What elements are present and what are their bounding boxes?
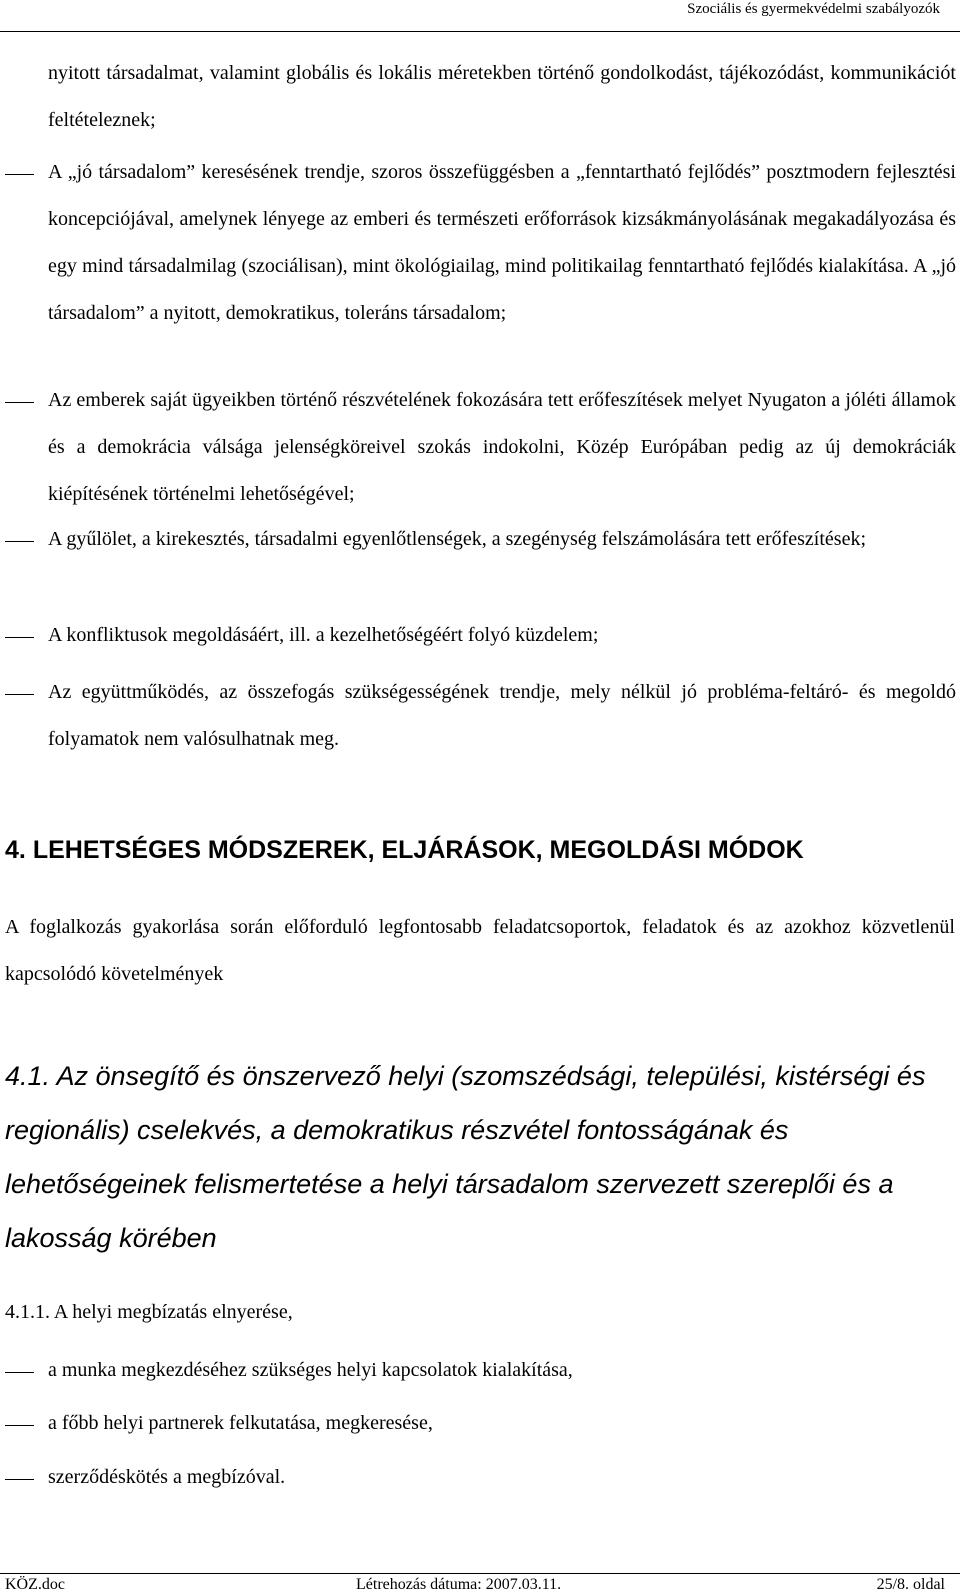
- footer-filename: KÖZ.doc: [5, 1576, 65, 1593]
- subsubsection-heading: [5, 1289, 955, 1336]
- list-item-text: Az emberek saját ügyeikben történő részvételének fokozására tett erőfeszítések melyet Nyugaton a jóléti államok és a demokrácia válsága jelenségköreivel szokás indokolni, Közép Európában pedig az új demokráciák kiépítésének történelmi lehetőségével;: [48, 389, 956, 505]
- dash-bullet: [5, 174, 34, 175]
- footer-created-date: Létrehozás dátuma: 2007.03.11.: [356, 1576, 562, 1593]
- dash-bullet: [5, 541, 34, 542]
- list-item: [48, 1347, 956, 1394]
- section-number: 4.: [5, 836, 26, 864]
- subsection-heading: 4.1. Az önsegítő és önszervező helyi (szomszédsági, települési, kistérségi és regionális) cselekvés, a demokratikus részvétel fontosságának és lehetőségeinek felismertetése a helyi társadalom szervezett szereplői és a lakosság körében: [5, 1061, 926, 1253]
- dash-bullet: [5, 402, 34, 403]
- list-item-text: A „jó társadalom” keresésének trendje, szoros összefüggésben a „fenntartható fejlődés” posztmodern fejlesztési koncepciójával, amelynek lényege az emberi és természeti erőforrások kizsákmányolásának megakadályozása és egy mind társadalmilag (szociálisan), mint ökológiailag, mind politikailag fenntartható fejlődés kialakítása. A „jó társadalom” a nyitott, demokratikus, toleráns társadalom;: [48, 161, 956, 324]
- list-item: [48, 149, 956, 337]
- list-item-text: A gyűlölet, a kirekesztés, társadalmi egyenlőtlenségek, a szegénység felszámolására tett erőfeszítések;: [48, 528, 867, 550]
- page-header: [0, 0, 960, 32]
- intro-text: A foglalkozás gyakorlása során előforduló legfontosabb feladatcsoportok, feladatok és az azokhoz közvetlenül kapcsolódó követelmények: [5, 916, 955, 985]
- list-item-text: a munka megkezdéséhez szükséges helyi kapcsolatok kialakítása,: [48, 1359, 573, 1381]
- list-item: [48, 612, 956, 659]
- section-title: LEHETSÉGES MÓDSZEREK, ELJÁRÁSOK, MEGOLDÁSI MÓDOK: [32, 836, 804, 864]
- list-item: [48, 669, 956, 763]
- dash-bullet: [5, 694, 34, 695]
- page-footer: [0, 1573, 960, 1594]
- dash-bullet: [5, 1372, 34, 1373]
- list-item: [48, 50, 956, 144]
- list-item-text: A konfliktusok megoldásáért, ill. a kezelhetőségéért folyó küzdelem;: [48, 624, 599, 646]
- footer-page-number: 25/8. oldal: [876, 1576, 945, 1593]
- list-item: [48, 1454, 956, 1501]
- dash-bullet: [5, 1425, 34, 1426]
- dash-bullet: [5, 1479, 34, 1480]
- list-item-text: Az együttműködés, az összefogás szükségességének trendje, mely nélkül jó probléma-feltáró- és megoldó folyamatok nem valósulhatnak meg.: [48, 681, 956, 750]
- section-intro: [5, 904, 955, 998]
- section-heading: [5, 836, 804, 865]
- subsubsection-title: 4.1.1. A helyi megbízatás elnyerése,: [5, 1301, 293, 1323]
- dash-bullet: [5, 637, 34, 638]
- list-item: [48, 1400, 956, 1447]
- header-title: Szociális és gyermekvédelmi szabályozók: [687, 1, 940, 17]
- list-item-text: szerződéskötés a megbízóval.: [48, 1466, 286, 1488]
- list-item-text: a főbb helyi partnerek felkutatása, megkeresése,: [48, 1412, 433, 1434]
- list-item: [48, 377, 956, 518]
- list-item-text: nyitott társadalmat, valamint globális és lokális méretekben történő gondolkodást, tájékozódást, kommunikációt feltételeznek;: [48, 62, 956, 131]
- list-item: [48, 516, 956, 563]
